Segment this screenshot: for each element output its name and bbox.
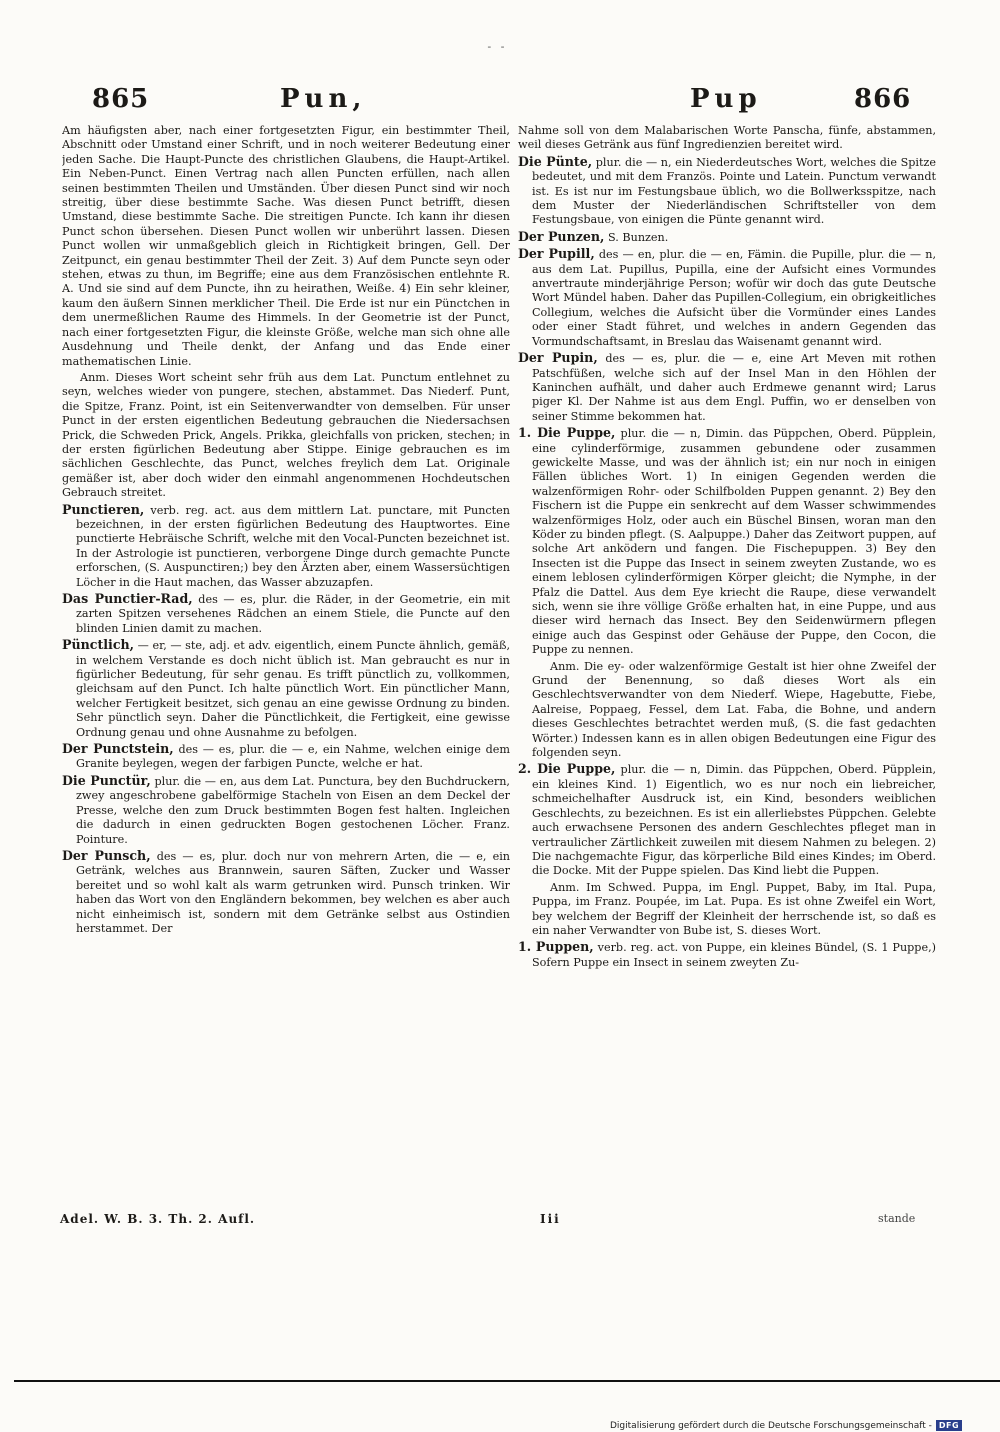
entry-headword: Die Pünte, xyxy=(518,153,593,169)
dictionary-entry xyxy=(518,351,936,424)
page-number-left: 865 xyxy=(92,84,150,114)
entry-definition: plur. die — en, aus dem Lat. Punctura, bey den Buchdruckern, zwey angeschrobene gabelförmige Stacheln von Eisen an dem Deckel der Presse, welche den zum Druck bestimmten Bogen fest halten. Ingleichen die dadurch in einen gedruckten Bogen gestochenen Löcher. Franz. Pointure. xyxy=(76,774,510,846)
entry-definition: verb. reg. act. aus dem mittlern Lat. punctare, mit Puncten bezeichnen, in der ersten figürlichen Bedeutung des Hauptwortes. Eine punctierte Hebräische Schrift, welche mit den Vocal-Puncten bezeichnet ist. In der Astrologie ist punctieren, verborgene Dinge durch gemachte Puncte erforschen, (S. Auspunctiren;) bey den Ärzten aber, einem Wassersüchtigen Löcher in die Haut machen, das Wasser abzuzapfen. xyxy=(76,503,510,589)
digitization-credit xyxy=(610,1420,962,1431)
running-head-left: Pun, xyxy=(280,84,367,114)
annotation-paragraph: Anm. Die ey- oder walzenförmige Gestalt ist hier ohne Zweifel der Grund der Benennung, so daß dieses Wort als ein Geschlechtsverwandter von dem Niederf. Wiepe, Hagebutte, Fiebe, Aalreise, Poppaeg, Fessel, dem Lat. Faba, die Bohne, und andern dieses Geschlechtes betrachtet werden muß, (S. die fast gedachten Wörter.) Indessen kann es in allen obigen Bedeutungen eine Figur des folgenden seyn. xyxy=(532,659,936,760)
right-column xyxy=(518,124,936,1194)
entry-definition: plur. die — n, ein Niederdeutsches Wort, welches die Spitze bedeutet, und mit dem Französ. Pointe und Latein. Punctum verwandt ist. Es ist nur im Festungsbaue üblich, wo die Bollwerksspitze, nach dem Muster der Niederländischen Schriftsteller von dem Festungsbaue, von einigen die Pünte genannt wird. xyxy=(532,155,936,227)
entry-definition: des — es, plur. die — e, ein Nahme, welchen einige dem Granite beylegen, wegen der farbigen Puncte, welche er hat. xyxy=(76,743,510,771)
entry-definition: des — en, plur. die — en, Fämin. die Pupille, plur. die — n, aus dem Lat. Pupillus, Pupilla, eine der Aufsicht eines Vormundes anvertraute minderjährige Person; wofür wir doch das gute Deutsche Wort Mündel haben. Daher das Pupillen-Collegium, ein obrigkeitliches Collegium, welches die Aufsicht über die Vormünder eines Landes oder einer Stadt führet, und welches in andern Gegenden das Vormundschaftsamt, in Breslau das Waisenamt genannt wird. xyxy=(532,248,936,348)
entry-definition: des — es, plur. doch nur von mehrern Arten, die — e, ein Getränk, welches aus Brannwein, sauren Säften, Zucker und Wasser bereitet und so wohl kalt als warm getrunken wird. Punsch trinken. Wir haben das Wort von den Engländern bekommen, bey welchen es aber auch nicht einheimisch ist, sondern mit dem Getränke selbst aus Ostindien herstammet. Der xyxy=(76,849,510,935)
entry-headword: Pünctlich, xyxy=(62,637,135,653)
dictionary-entry xyxy=(518,426,936,658)
annotation-paragraph: Anm. Im Schwed. Puppa, im Engl. Puppet, Baby, im Ital. Pupa, Puppa, im Franz. Poupée, im Lat. Pupa. Es ist ohne Zweifel ein Wort, bey welchem der Begriff der Kleinheit der herrschende ist, so daß es ein naher Verwandter von Bube ist, S. dieses Wort. xyxy=(532,880,936,937)
entry-headword: Der Punctstein, xyxy=(62,741,174,757)
dictionary-entry xyxy=(62,503,510,590)
dictionary-entry xyxy=(62,638,510,740)
entry-definition: des — es, plur. die — e, eine Art Meven mit rothen Patschfüßen, welche sich auf der Insel Man in den Höhlen der Kaninchen aufhält, und daher auch Erdmewe genannt wird; Larus piger Kl. Der Nahme ist aus dem Engl. Puffin, wo er denselben von seiner Stimme bekommen hat. xyxy=(532,352,936,423)
entry-definition: plur. die — n, Dimin. das Püppchen, Oberd. Püpplein, eine cylinderförmige, zusammen gebundene oder zusammen gewickelte Masse, und was der ähnlich ist; ein nur noch in einigen Fällen übliches Wort. 1) In einigen Gegenden werden die walzenförmigen Rohr- oder Schilfbolden Puppen genannt. 2) Bey den Fischern ist die Puppe ein senkrecht auf dem Wasser schwimmendes walzenförmiges Holz, oder auch ein Büschel Binsen, woran man den Köder zu binden pflegt. (S. Aalpuppe.) Daher das Zeitwort puppen, auf solche Art anködern und fangen. Die Fischepuppen. 3) Bey den Insecten ist die Puppe das Insect in seinem zweyten Zustande, wo es einem leblosen cylinderförmigen Körper gleicht; die Nymphe, in der Pfalz die Dattel. Aus dem Eye kriecht die Raupe, diese verwandelt sich, wenn sie ihre völlige Größe erhalten hat, in eine Puppe, und aus dieser wird hernach das Insect. Bey den Seidenwürmern pflegen einige auch das Gespinst oder Gehäuse der Puppe, den Cocon, die Puppe zu nennen. xyxy=(532,427,936,657)
entry-headword: Punctieren, xyxy=(62,501,145,517)
entry-headword: Der Punsch, xyxy=(62,847,151,863)
dictionary-entry xyxy=(62,742,510,772)
signature-mark: Iii xyxy=(540,1212,561,1226)
dictionary-entry xyxy=(62,592,510,636)
entry-definition: plur. die — n, Dimin. das Püppchen, Oberd. Püpplein, ein kleines Kind. 1) Eigentlich, wo es nur noch ein liebreicher, schmeichelhafter Ausdruck ist, ein Kind, besonders weiblichen Geschlechts, zu bezeichnen. Es ist ein allerliebstes Püppchen. Gelebte auch erwachsene Personen des andern Geschlechtes pfleget man in vertraulicher Zärtlichkeit zuweilen mit diesem Nahmen zu belegen. 2) Die nachgemachte Figur, das körperliche Bild eines Kindes; im Oberd. die Docke. Mit der Puppe spielen. Das Kind liebt die Puppen. xyxy=(532,763,936,878)
running-head-right: Pup xyxy=(690,84,762,114)
entry-headword: Das Punctier-Rad, xyxy=(62,591,193,606)
entry-definition: S. Bunzen. xyxy=(608,230,669,244)
footer-signature: Adel. W. B. 3. Th. 2. Aufl. xyxy=(60,1212,256,1226)
continued-paragraph: Nahme soll von dem Malabarischen Worte Panscha, fünfe, abstammen, weil dieses Getränk aus fünf Ingredienzien bereitet wird. xyxy=(518,124,936,152)
dictionary-entry xyxy=(518,940,936,970)
continued-paragraph: Am häufigsten aber, nach einer fortgesetzten Figur, ein bestimmter Theil, Abschnitt oder Umstand einer Schrift, und in noch weiterer Bedeutung einer jeden Sache. Die Haupt-Puncte des christlichen Glaubens, die Haupt-Artikel. Ein Neben-Punct. Einen Vertrag nach allen Puncten erfüllen, nach allen seinen bestimmten Theilen und Umständen. Über diesen Punct sind wir noch streitig, über diese bestimmte Sache. Was diesen Punct betrifft, diesen Umstand, diese bestimmte Sache. Die streitigen Puncte. Ich kann ihr diesen Punct schon übersehen. Diesen Punct wollen wir unberührt lassen. Diesen Punct wollen wir unmaßgeblich gleich in Richtigkeit bringen, Gell. Der Zeitpunct, ein genau bestimmter Theil der Zeit. 3) Auf dem Puncte seyn oder stehen, etwas zu thun, im Begriffe; eine aus dem Französischen entlehnte R. A. Und sie sind auf dem Puncte, ihn zu heirathen, Weiße. 4) Ein sehr kleiner, kaum den äußern Sinnen merklicher Theil. Die Erde ist nur ein Pünctchen in dem unermeßlichen Raume des Himmels. In der Geometrie ist der Punct, nach einer fortgesetzten Figur, die kleinste Größe, welche man sich ohne alle Ausdehnung und Theile denkt, der Anfang und das Ende einer mathematischen Linie. xyxy=(62,124,510,368)
page-header xyxy=(0,84,1000,124)
entry-definition: des — es, plur. die Räder, in der Geometrie, ein mit zarten Spitzen versehenes Rädchen an einem Stiele, die Puncte auf den blinden Linien damit zu machen. xyxy=(76,593,510,635)
dictionary-entry xyxy=(518,247,936,349)
dictionary-entry xyxy=(518,230,936,245)
entry-headword: 1. Die Puppe, xyxy=(518,425,616,441)
entry-headword: Der Punzen, xyxy=(518,228,605,244)
entry-headword: Der Pupin, xyxy=(518,350,598,366)
credit-text: Digitalisierung gefördert durch die Deutsche Forschungsgemeinschaft - xyxy=(610,1420,932,1431)
entry-headword: 2. Die Puppe, xyxy=(518,761,616,777)
dfg-logo-icon: DFG xyxy=(936,1420,962,1431)
entry-headword: Der Pupill, xyxy=(518,246,595,262)
entry-headword: Die Punctür, xyxy=(62,772,151,788)
dictionary-entry xyxy=(518,762,936,878)
annotation-paragraph: Anm. Dieses Wort scheint sehr früh aus dem Lat. Punctum entlehnet zu seyn, welches wieder von pungere, stechen, abstammet. Das Niederf. Punt, die Spitze, Franz. Point, ist ein Seitenverwandter von demselben. Für unser Punct in der ersten eigentlichen Bedeutung gebrauchen die Niedersachsen Prick, die Schweden Prick, Angels. Prikka, gleichfalls von pricken, stechen; in der ersten figürlichen Bedeutung aber Stippe. Einige gebrauchen es im sächlichen Geschlechte, das Punct, welches freylich dem Lat. Originale gemäßer ist, aber doch wider den einmahl angenommenen Hochdeutschen Gebrauch streitet. xyxy=(62,370,510,500)
entry-definition: verb. reg. act. von Puppe, ein kleines Bündel, (S. 1 Puppe,) Sofern Puppe ein Insect in seinem zweyten Zu- xyxy=(532,941,936,969)
dictionary-entry xyxy=(518,155,936,228)
dictionary-entry xyxy=(62,774,510,847)
entry-definition: — er, — ste, adj. et adv. eigentlich, einem Puncte ähnlich, gemäß, in welchem Verstande es doch nicht üblich ist. Man gebraucht es nur in figürlicher Bedeutung, für sehr genau. Es trifft pünctlich zu, vollkommen, gleichsam auf den Punct. Ich halte pünctlich Wort. Ein pünctlicher Mann, welcher Fertigkeit besitzet, sich genau an eine gewisse Ordnung zu binden. Sehr pünctlich seyn. Daher die Pünctlichkeit, die Fertigkeit, eine gewisse Ordnung genau und ohne Ausnahme zu befolgen. xyxy=(76,639,510,739)
catchword: stande xyxy=(878,1212,916,1225)
top-mark: - - xyxy=(486,40,506,53)
scan-rule xyxy=(14,1380,1000,1382)
left-column xyxy=(62,124,510,1229)
dictionary-entry xyxy=(62,849,510,936)
entry-headword: 1. Puppen, xyxy=(518,939,594,955)
page-number-right: 866 xyxy=(854,84,912,114)
